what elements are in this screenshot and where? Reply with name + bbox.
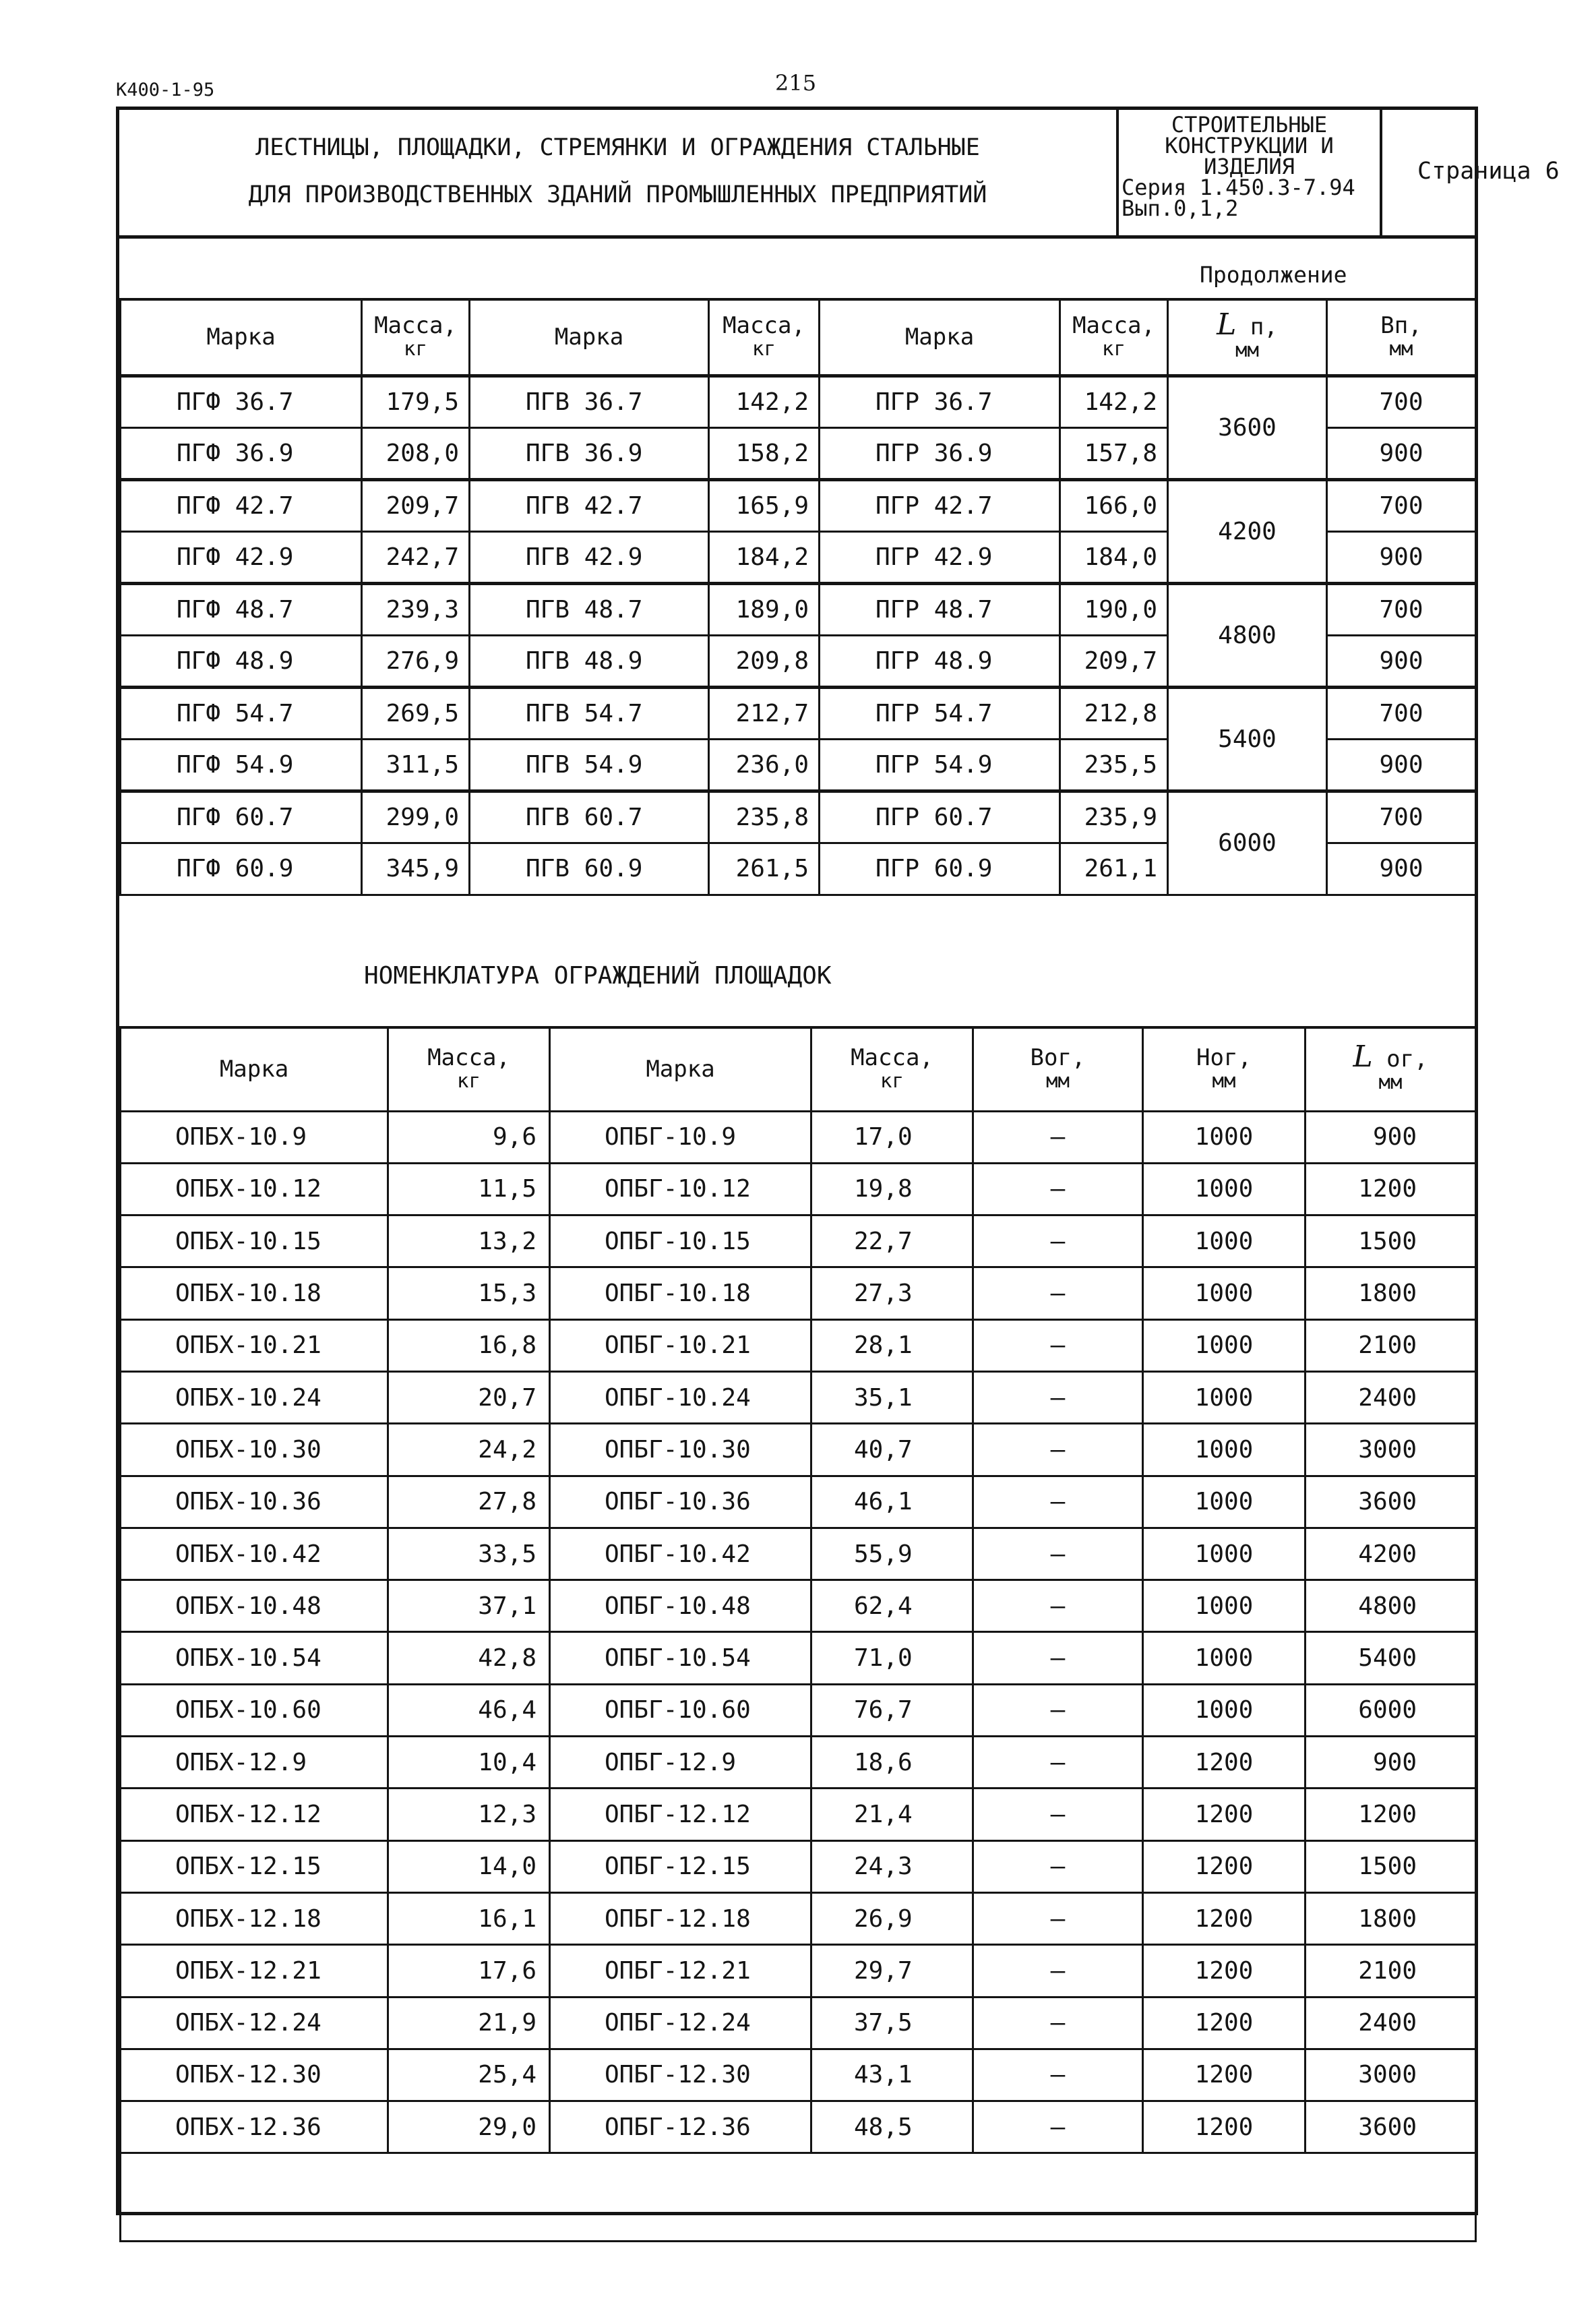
cell-width: – (973, 1371, 1143, 1423)
section-title: НОМЕНКЛАТУРА ОГРАЖДЕНИЙ ПЛОЩАДОК (364, 962, 832, 990)
cell-mass: 76,7 (811, 1684, 973, 1736)
cell-width: 900 (1327, 635, 1476, 687)
cell-mass: 235,9 (1060, 791, 1168, 843)
cell-mass: 29,7 (811, 1945, 973, 1997)
cell-mark: ОПБГ-12.21 (550, 1945, 811, 1997)
cell-mass: 33,5 (388, 1528, 550, 1580)
table-row (121, 479, 1476, 531)
cell-mark: ПГВ 48.9 (470, 635, 709, 687)
cell-length: 900 (1306, 1111, 1476, 1163)
cell-width: 700 (1327, 583, 1476, 635)
table-row (121, 1111, 1476, 1163)
cell-mass: 10,4 (388, 1737, 550, 1789)
cell-length: 6000 (1168, 791, 1327, 895)
cell-width: – (973, 1267, 1143, 1319)
cell-mark: ПГР 36.7 (820, 376, 1060, 427)
cell-mark: ОПБГ-12.24 (550, 1997, 811, 2049)
header-mass: Масса, кг (362, 299, 470, 376)
cell-mark: ПГФ 48.7 (121, 583, 362, 635)
cell-width: – (973, 1319, 1143, 1371)
cell-mark: ПГФ 36.7 (121, 376, 362, 427)
cell-mass: 28,1 (811, 1319, 973, 1371)
table-row (121, 791, 1476, 843)
page-label-block (1382, 107, 1560, 235)
cell-width: – (973, 1892, 1143, 1944)
cell-length: 2100 (1306, 1319, 1476, 1371)
header-mass: Масса, кг (811, 1027, 973, 1111)
cell-mark: ОПБХ-10.12 (121, 1163, 388, 1215)
cell-mark: ОПБГ-10.36 (550, 1476, 811, 1528)
cell-mass: 35,1 (811, 1371, 973, 1423)
cell-height: 1200 (1143, 2049, 1306, 2101)
cell-width: – (973, 1632, 1143, 1684)
cell-mass: 261,5 (709, 843, 820, 895)
cell-mass: 345,9 (362, 843, 470, 895)
issue-number: Вып.0,1,2 (1122, 196, 1239, 221)
cell-mark: ПГР 54.7 (820, 687, 1060, 739)
cell-mark: ОПБХ-12.36 (121, 2101, 388, 2153)
cell-mark: ПГВ 48.7 (470, 583, 709, 635)
cell-mass: 16,8 (388, 1319, 550, 1371)
cell-mark: ПГР 60.9 (820, 843, 1060, 895)
cell-mark: ОПБХ-12.18 (121, 1892, 388, 1944)
cell-mark: ОПБГ-10.60 (550, 1684, 811, 1736)
cell-width: – (973, 1163, 1143, 1215)
cell-mark: ПГР 42.9 (820, 531, 1060, 583)
cell-mark: ОПБХ-12.21 (121, 1945, 388, 1997)
cell-mark: ПГФ 60.9 (121, 843, 362, 895)
cell-mass: 29,0 (388, 2101, 550, 2153)
cell-height: 1000 (1143, 1580, 1306, 1632)
header-width: Вог, мм (973, 1027, 1143, 1111)
cell-mass: 15,3 (388, 1267, 550, 1319)
cell-mark: ОПБГ-10.42 (550, 1528, 811, 1580)
cell-mark: ОПБХ-12.12 (121, 1789, 388, 1840)
cell-mark: ПГР 60.7 (820, 791, 1060, 843)
header-length: L п, мм (1168, 299, 1327, 376)
cell-mark: ОПБХ-12.24 (121, 1997, 388, 2049)
table-row (121, 1163, 1476, 1215)
cell-mark: ОПБХ-10.54 (121, 1632, 388, 1684)
header-mark: Марка (820, 299, 1060, 376)
table-row (121, 583, 1476, 635)
cell-mass: 40,7 (811, 1424, 973, 1476)
cell-length: 1200 (1306, 1163, 1476, 1215)
cell-mark: ПГВ 36.7 (470, 376, 709, 427)
cell-mass: 71,0 (811, 1632, 973, 1684)
cell-mark: ОПБХ-10.60 (121, 1684, 388, 1736)
table-row (121, 1424, 1476, 1476)
table-row (121, 1267, 1476, 1319)
cell-mark: ПГФ 42.9 (121, 531, 362, 583)
cell-width: – (973, 1997, 1143, 2049)
series-line-3: ИЗДЕЛИЯ (1204, 154, 1295, 179)
cell-height: 1200 (1143, 1945, 1306, 1997)
cell-mark: ПГФ 54.7 (121, 687, 362, 739)
cell-mass: 37,5 (811, 1997, 973, 2049)
cell-mass: 26,9 (811, 1892, 973, 1944)
cell-mark: ПГР 48.9 (820, 635, 1060, 687)
cell-width: – (973, 1737, 1143, 1789)
header-mark: Марка (121, 1027, 388, 1111)
cell-mark: ПГФ 36.9 (121, 427, 362, 479)
cell-mass: 142,2 (709, 376, 820, 427)
cell-mass: 46,1 (811, 1476, 973, 1528)
cell-height: 1000 (1143, 1424, 1306, 1476)
cell-length: 2400 (1306, 1997, 1476, 2049)
title-line-1: ЛЕСТНИЦЫ, ПЛОЩАДКИ, СТРЕМЯНКИ И ОГРАЖДЕНИЯ СТАЛЬНЫЕ (255, 133, 980, 161)
cell-mark: ОПБХ-10.9 (121, 1111, 388, 1163)
cell-width: 900 (1327, 427, 1476, 479)
cell-mark: ОПБХ-10.36 (121, 1476, 388, 1528)
cell-mass: 18,6 (811, 1737, 973, 1789)
cell-mass: 269,5 (362, 687, 470, 739)
cell-mark: ОПБГ-10.54 (550, 1632, 811, 1684)
cell-mark: ПГР 48.7 (820, 583, 1060, 635)
cell-mark: ОПБГ-10.18 (550, 1267, 811, 1319)
cell-mark: ОПБГ-12.15 (550, 1840, 811, 1892)
cell-length: 1800 (1306, 1892, 1476, 1944)
cell-mark: ПГВ 54.9 (470, 739, 709, 791)
table-row (121, 1789, 1476, 1840)
cell-mass: 209,7 (1060, 635, 1168, 687)
cell-mark: ОПБГ-12.18 (550, 1892, 811, 1944)
continuation-label: Продолжение (1200, 262, 1347, 288)
cell-mass: 235,8 (709, 791, 820, 843)
cell-height: 1000 (1143, 1528, 1306, 1580)
cell-length: 1500 (1306, 1840, 1476, 1892)
cell-mass: 276,9 (362, 635, 470, 687)
cell-mass: 17,6 (388, 1945, 550, 1997)
cell-width: – (973, 2101, 1143, 2153)
cell-mark: ПГФ 54.9 (121, 739, 362, 791)
cell-mass: 46,4 (388, 1684, 550, 1736)
cell-height: 1000 (1143, 1267, 1306, 1319)
cell-mass: 43,1 (811, 2049, 973, 2101)
cell-mass: 209,8 (709, 635, 820, 687)
cell-mark: ОПБХ-12.30 (121, 2049, 388, 2101)
cell-mark: ОПБГ-10.9 (550, 1111, 811, 1163)
cell-mass: 24,2 (388, 1424, 550, 1476)
cell-mark: ПГР 42.7 (820, 479, 1060, 531)
cell-mark: ОПБХ-12.15 (121, 1840, 388, 1892)
cell-length: 3600 (1306, 1476, 1476, 1528)
page-label: Страница 6 (1417, 158, 1560, 185)
header-mass: Масса, кг (709, 299, 820, 376)
cell-mass: 12,3 (388, 1789, 550, 1840)
cell-width: – (973, 1580, 1143, 1632)
title-block (116, 107, 1560, 239)
cell-mark: ОПБХ-10.18 (121, 1267, 388, 1319)
cell-mass: 190,0 (1060, 583, 1168, 635)
cell-length: 1800 (1306, 1267, 1476, 1319)
cell-width: – (973, 1424, 1143, 1476)
cell-width: 900 (1327, 739, 1476, 791)
page-number: 215 (775, 70, 817, 96)
cell-mass: 184,2 (709, 531, 820, 583)
table-row (121, 1840, 1476, 1892)
cell-mass: 22,7 (811, 1215, 973, 1267)
cell-mark: ПГВ 36.9 (470, 427, 709, 479)
cell-mass: 166,0 (1060, 479, 1168, 531)
cell-width: – (973, 1528, 1143, 1580)
cell-mark: ОПБХ-12.9 (121, 1737, 388, 1789)
cell-mark: ОПБХ-10.21 (121, 1319, 388, 1371)
table-row (121, 1528, 1476, 1580)
cell-mark: ОПБГ-10.21 (550, 1319, 811, 1371)
cell-mass: 235,5 (1060, 739, 1168, 791)
cell-width: – (973, 1215, 1143, 1267)
table-row (121, 1632, 1476, 1684)
cell-mass: 165,9 (709, 479, 820, 531)
cell-width: – (973, 2049, 1143, 2101)
cell-height: 1000 (1143, 1319, 1306, 1371)
cell-width: 700 (1327, 376, 1476, 427)
cell-mark: ПГР 54.9 (820, 739, 1060, 791)
series-line-1: СТРОИТЕЛЬНЫЕ (1171, 112, 1328, 138)
cell-mass: 27,3 (811, 1267, 973, 1319)
cell-mass: 311,5 (362, 739, 470, 791)
cell-mass: 189,0 (709, 583, 820, 635)
cell-mass: 179,5 (362, 376, 470, 427)
cell-height: 1000 (1143, 1215, 1306, 1267)
cell-mass: 299,0 (362, 791, 470, 843)
cell-height: 1200 (1143, 1892, 1306, 1944)
table-row (121, 1319, 1476, 1371)
cell-mass: 55,9 (811, 1528, 973, 1580)
table-row (121, 1476, 1476, 1528)
cell-mark: ПГР 36.9 (820, 427, 1060, 479)
cell-length: 3600 (1306, 2101, 1476, 2153)
cell-mass: 261,1 (1060, 843, 1168, 895)
table-row (121, 1737, 1476, 1789)
cell-mass: 242,7 (362, 531, 470, 583)
series-block (1119, 107, 1382, 235)
cell-height: 1200 (1143, 2101, 1306, 2153)
cell-length: 5400 (1168, 687, 1327, 791)
cell-height: 1000 (1143, 1632, 1306, 1684)
cell-mass: 209,7 (362, 479, 470, 531)
cell-mark: ПГВ 54.7 (470, 687, 709, 739)
cell-mark: ОПБХ-10.42 (121, 1528, 388, 1580)
series-number: Серия 1.450.3-7.94 (1122, 175, 1355, 200)
blank-cell (121, 2153, 1476, 2242)
table-row (121, 376, 1476, 427)
cell-height: 1000 (1143, 1111, 1306, 1163)
series-line-2: КОНСТРУКЦИИ И (1165, 133, 1334, 158)
header-height: Ног, мм (1143, 1027, 1306, 1111)
cell-height: 1200 (1143, 1840, 1306, 1892)
table-header-row (121, 299, 1476, 376)
cell-mass: 239,3 (362, 583, 470, 635)
cell-mark: ПГФ 42.7 (121, 479, 362, 531)
cell-width: – (973, 1789, 1143, 1840)
platforms-table (119, 298, 1477, 896)
cell-mark: ПГВ 60.7 (470, 791, 709, 843)
cell-length: 3000 (1306, 2049, 1476, 2101)
cell-mass: 48,5 (811, 2101, 973, 2153)
table-row (121, 687, 1476, 739)
cell-length: 3000 (1306, 1424, 1476, 1476)
cell-height: 1000 (1143, 1476, 1306, 1528)
document-code: К400-1-95 (116, 80, 215, 100)
header-width: Вп, мм (1327, 299, 1476, 376)
title-line-2: ДЛЯ ПРОИЗВОДСТВЕННЫХ ЗДАНИЙ ПРОМЫШЛЕННЫХ ПРЕДПРИЯТИЙ (248, 181, 987, 208)
header-mark: Марка (121, 299, 362, 376)
cell-height: 1200 (1143, 1789, 1306, 1840)
cell-length: 6000 (1306, 1684, 1476, 1736)
cell-mark: ОПБГ-12.9 (550, 1737, 811, 1789)
cell-mass: 21,4 (811, 1789, 973, 1840)
cell-mass: 37,1 (388, 1580, 550, 1632)
cell-width: 900 (1327, 843, 1476, 895)
cell-mass: 24,3 (811, 1840, 973, 1892)
cell-height: 1000 (1143, 1371, 1306, 1423)
cell-mass: 157,8 (1060, 427, 1168, 479)
cell-mass: 13,2 (388, 1215, 550, 1267)
cell-mass: 158,2 (709, 427, 820, 479)
cell-width: 700 (1327, 687, 1476, 739)
cell-mass: 14,0 (388, 1840, 550, 1892)
cell-mass: 236,0 (709, 739, 820, 791)
header-mass: Масса, кг (1060, 299, 1168, 376)
cell-length: 4200 (1168, 479, 1327, 583)
cell-mass: 11,5 (388, 1163, 550, 1215)
cell-mass: 212,7 (709, 687, 820, 739)
table-row (121, 1371, 1476, 1423)
table-row (121, 2049, 1476, 2101)
cell-width: 700 (1327, 479, 1476, 531)
cell-length: 1200 (1306, 1789, 1476, 1840)
cell-height: 1200 (1143, 1737, 1306, 1789)
cell-mark: ОПБГ-12.36 (550, 2101, 811, 2153)
cell-mark: ОПБГ-12.12 (550, 1789, 811, 1840)
cell-width: – (973, 1476, 1143, 1528)
cell-mass: 9,6 (388, 1111, 550, 1163)
cell-length: 4200 (1306, 1528, 1476, 1580)
cell-mark: ОПБХ-10.15 (121, 1215, 388, 1267)
header-mark: Марка (550, 1027, 811, 1111)
cell-height: 1000 (1143, 1684, 1306, 1736)
header-mark: Марка (470, 299, 709, 376)
cell-width: – (973, 1684, 1143, 1736)
cell-length: 2400 (1306, 1371, 1476, 1423)
cell-mass: 17,0 (811, 1111, 973, 1163)
cell-mass: 42,8 (388, 1632, 550, 1684)
cell-length: 4800 (1168, 583, 1327, 687)
cell-mark: ОПБГ-12.30 (550, 2049, 811, 2101)
table-row (121, 1215, 1476, 1267)
cell-mark: ПГФ 48.9 (121, 635, 362, 687)
cell-width: – (973, 1840, 1143, 1892)
cell-mass: 21,9 (388, 1997, 550, 2049)
table-row (121, 1892, 1476, 1944)
cell-mark: ОПБГ-10.30 (550, 1424, 811, 1476)
header-mass: Масса, кг (388, 1027, 550, 1111)
cell-mass: 16,1 (388, 1892, 550, 1944)
cell-height: 1200 (1143, 1997, 1306, 2049)
cell-mark: ОПБГ-10.12 (550, 1163, 811, 1215)
table-blank-row (121, 2153, 1476, 2242)
cell-mass: 19,8 (811, 1163, 973, 1215)
cell-mark: ОПБХ-10.24 (121, 1371, 388, 1423)
cell-mark: ОПБГ-10.24 (550, 1371, 811, 1423)
cell-mass: 20,7 (388, 1371, 550, 1423)
cell-length: 3600 (1168, 376, 1327, 479)
table-row (121, 1580, 1476, 1632)
cell-mass: 212,8 (1060, 687, 1168, 739)
cell-mark: ПГВ 42.9 (470, 531, 709, 583)
railings-table (119, 1026, 1477, 2242)
cell-mark: ПГВ 42.7 (470, 479, 709, 531)
document-title (119, 107, 1119, 235)
cell-width: – (973, 1945, 1143, 1997)
table-row (121, 1945, 1476, 1997)
cell-length: 1500 (1306, 1215, 1476, 1267)
cell-width: 700 (1327, 791, 1476, 843)
cell-mark: ПГФ 60.7 (121, 791, 362, 843)
cell-height: 1000 (1143, 1163, 1306, 1215)
cell-mass: 25,4 (388, 2049, 550, 2101)
cell-mass: 184,0 (1060, 531, 1168, 583)
cell-length: 4800 (1306, 1580, 1476, 1632)
cell-mark: ОПБХ-10.48 (121, 1580, 388, 1632)
cell-mass: 62,4 (811, 1580, 973, 1632)
cell-length: 2100 (1306, 1945, 1476, 1997)
cell-mass: 27,8 (388, 1476, 550, 1528)
table-row (121, 1997, 1476, 2049)
cell-length: 900 (1306, 1737, 1476, 1789)
cell-mark: ОПБХ-10.30 (121, 1424, 388, 1476)
table-row (121, 2101, 1476, 2153)
table-row (121, 1684, 1476, 1736)
cell-mass: 142,2 (1060, 376, 1168, 427)
header-length: L ог, мм (1306, 1027, 1476, 1111)
cell-width: 900 (1327, 531, 1476, 583)
cell-mass: 208,0 (362, 427, 470, 479)
cell-width: – (973, 1111, 1143, 1163)
cell-mark: ПГВ 60.9 (470, 843, 709, 895)
cell-mark: ОПБГ-10.48 (550, 1580, 811, 1632)
cell-length: 5400 (1306, 1632, 1476, 1684)
table-header-row (121, 1027, 1476, 1111)
cell-mark: ОПБГ-10.15 (550, 1215, 811, 1267)
